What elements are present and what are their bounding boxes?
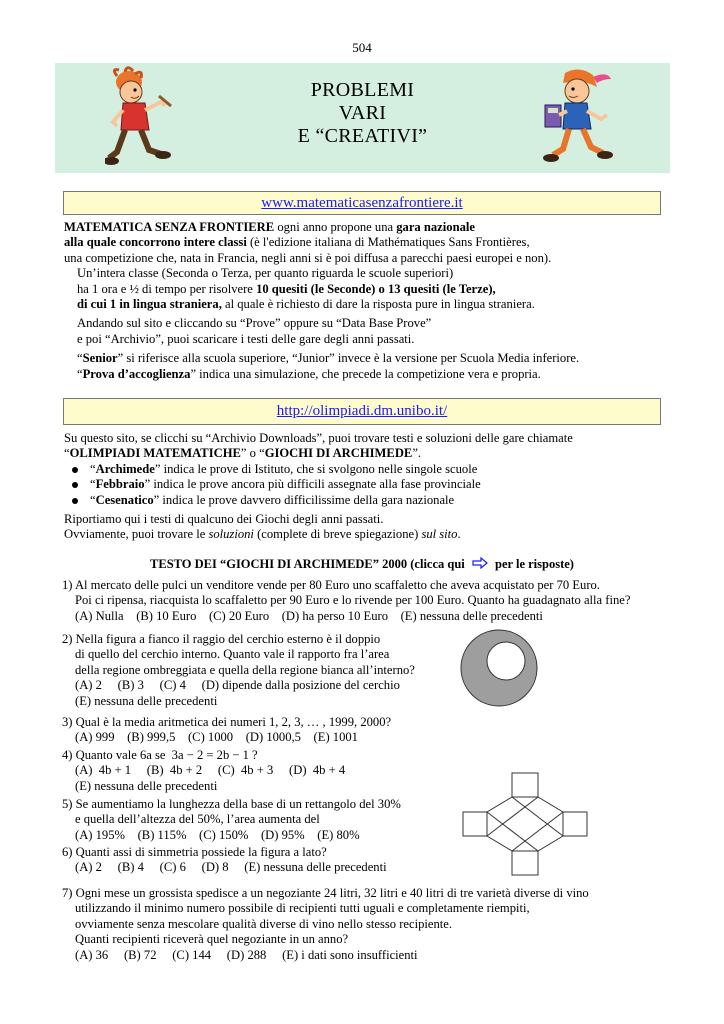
text: Ovviamente, puoi trovare le <box>64 527 209 542</box>
answer-options: (A) 2 (B) 3 (C) 4 (D) dipende dalla posizione del cerchio <box>75 678 400 693</box>
text: alla quale concorrono intere classi <box>64 235 247 250</box>
text: Senior <box>82 351 118 366</box>
text: “ <box>90 461 96 476</box>
text: (è l'edizione italiana di Mathématiques Sans Frontières, <box>246 235 530 250</box>
question-text: ? <box>251 748 258 762</box>
text: ogni anno propone una <box>274 220 397 234</box>
test-title-text: per le risposte) <box>495 557 574 571</box>
text: . <box>457 527 461 542</box>
question-text: 3) Qual è la media aritmetica dei numeri 1, 2, 3, … , 1999, 2000? <box>62 715 392 729</box>
answer-options: (A) 2 (B) 4 (C) 6 (D) 8 (E) nessuna delle precedenti <box>75 860 387 875</box>
text: gara nazionale <box>396 220 475 234</box>
right-arrow-icon[interactable] <box>472 557 488 569</box>
text: ” indica le prove di Istituto, che si svolgono nelle singole scuole <box>154 461 478 476</box>
question-text: utilizzando il minimo numero possibile di recipienti tutti uguali e completamente riempiti, <box>75 901 530 916</box>
text: ” o “ <box>240 446 265 461</box>
title-banner <box>55 63 670 173</box>
cartoon-girl-illustration <box>535 67 615 171</box>
text: al quale è richiesto di dare la risposta pure in lingua straniera. <box>221 297 535 312</box>
text: ” si riferisce alla scuola superiore, “Junior” invece è la versione per Scuola Media inferiore. <box>117 351 580 366</box>
text: “ <box>90 477 96 492</box>
text: (complete di breve spiegazione) <box>253 527 422 542</box>
question-1 <box>62 578 630 624</box>
text: Andando sul sito e cliccando su “Prove” oppure su “Data Base Prove” <box>77 316 432 331</box>
question-4 <box>62 748 345 794</box>
text: Cesenatico <box>95 492 154 507</box>
text: “ <box>64 446 70 461</box>
text: ha 1 ora e ½ di tempo per risolvere <box>77 281 257 296</box>
text: 10 quesiti (le Seconde) o 13 quesiti (le Terze), <box>256 281 496 296</box>
question-6 <box>62 845 387 876</box>
question-text: di quello del cerchio interno. Quanto vale il rapporto fra l’area <box>75 647 390 662</box>
question-5 <box>62 797 401 843</box>
msf-section <box>64 220 579 382</box>
text: Febbraio <box>95 477 145 492</box>
olimpiadi-url-box <box>63 398 661 425</box>
question-text: 5) Se aumentiamo la lunghezza della base di un rettangolo del 30% <box>62 797 401 811</box>
text: una competizione che, nata in Francia, negli anni si è poi diffusa a parecchi paesi europei e non). <box>64 250 552 265</box>
test-title-text: TESTO DEI “GIOCHI DI ARCHIMEDE” 2000 (clicca qui <box>150 557 465 571</box>
list-item <box>64 477 573 492</box>
text: Un’intera classe (Seconda o Terza, per quanto riguarda le scuole superiori) <box>77 266 454 281</box>
page-number: 504 <box>352 40 372 55</box>
list-item <box>64 462 573 477</box>
bullet-icon <box>72 467 78 473</box>
text: “ <box>90 492 96 507</box>
question-text: 4) Quanto vale 6a se <box>62 748 169 762</box>
question-text: 7) Ogni mese un grossista spedisce a un negoziante 24 litri, 32 litri e 40 litri di tre varietà diverse di vino <box>62 886 589 900</box>
text: soluzioni <box>208 527 254 542</box>
answer-options: (A) Nulla (B) 10 Euro (C) 20 Euro (D) ha perso 10 Euro (E) nessuna delle precedenti <box>75 608 543 623</box>
bullet-icon <box>72 482 78 488</box>
text: e poi “Archivio”, puoi scaricare i testi delle gare degli anni passati. <box>77 331 415 346</box>
question-text: Quanti recipienti riceverà quel negoziante in un anno? <box>75 932 349 947</box>
olimpiadi-link[interactable]: http://olimpiadi.dm.unibo.it/ <box>276 403 448 419</box>
text: sul sito <box>421 527 458 542</box>
answer-options: (A) 999 (B) 999,5 (C) 1000 (D) 1000,5 (E) 1001 <box>75 730 358 745</box>
text: GIOCHI DI ARCHIMEDE <box>264 446 413 461</box>
text: ”. <box>412 446 422 461</box>
list-item <box>64 493 573 508</box>
bullet-icon <box>72 498 78 504</box>
answer-options: (A) 4b + 1 (B) 4b + 2 (C) 4b + 3 (D) 4b + 4 <box>75 763 346 778</box>
msf-url-box <box>63 191 661 215</box>
text: ” indica le prove ancora più difficili assegnate alla fase provinciale <box>144 477 481 492</box>
question-text: ovviamente senza mescolare qualità diverse di vino nello stesso recipiente. <box>75 916 452 931</box>
test-title <box>0 557 724 572</box>
question-text: e quella dell’altezza del 50%, l’area aumenta del <box>75 812 320 827</box>
msf-link[interactable]: www.matematicasenzafrontiere.it <box>261 195 463 211</box>
answer-options: (A) 36 (B) 72 (C) 144 (D) 288 (E) i dati sono insufficienti <box>75 947 418 962</box>
answer-options: (A) 195% (B) 115% (C) 150% (D) 95% (E) 80% <box>75 827 360 842</box>
banner-title-line: VARI <box>338 102 387 124</box>
symmetry-figure <box>462 772 588 876</box>
question-text: 1) Al mercato delle pulci un venditore vende per 80 Euro uno scaffaletto che aveva acquistato per 70 Euro. <box>62 578 600 592</box>
olimpiadi-section <box>64 431 573 543</box>
text: ” indica una simulazione, che precede la competizione vera e propria. <box>190 366 541 381</box>
question-7 <box>62 886 589 963</box>
banner-title-line: PROBLEMI <box>310 79 415 101</box>
answer-options: (E) nessuna delle precedenti <box>75 778 218 793</box>
text: Riportiamo qui i testi di qualcuno dei Giochi degli anni passati. <box>64 512 384 527</box>
question-2 <box>62 632 415 709</box>
msf-name: MATEMATICA SENZA FRONTIERE <box>64 220 275 234</box>
text: di cui 1 in lingua straniera, <box>77 297 222 312</box>
answer-options: (E) nessuna delle precedenti <box>75 693 218 708</box>
text: Su questo sito, se clicchi su “Archivio Downloads”, puoi trovare testi e soluzioni delle gare chiamate <box>64 431 573 445</box>
banner-title-line: E “CREATIVI” <box>297 125 428 147</box>
question-text: 2) Nella figura a fianco il raggio del cerchio esterno è il doppio <box>62 632 381 646</box>
text: ” indica le prove davvero difficilissime della gara nazionale <box>153 492 455 507</box>
question-text: Poi ci ripensa, riacquista lo scaffaletto per 90 Euro e lo rivende per 100 Euro. Quanto ha guadagnato alla fine? <box>75 593 631 608</box>
text: “ <box>77 366 83 381</box>
question-text: 6) Quanti assi di simmetria possiede la figura a lato? <box>62 845 327 859</box>
circles-figure <box>459 628 539 708</box>
text: OLIMPIADI MATEMATICHE <box>69 446 241 461</box>
question-text: della regione ombreggiata e quella della regione bianca all’interno? <box>75 662 415 677</box>
equation: 3a − 2 = 2b − 1 <box>171 748 249 762</box>
text: “ <box>77 351 83 366</box>
text: Archimede <box>95 461 155 476</box>
question-3 <box>62 715 391 746</box>
text: Prova d’accoglienza <box>82 366 191 381</box>
